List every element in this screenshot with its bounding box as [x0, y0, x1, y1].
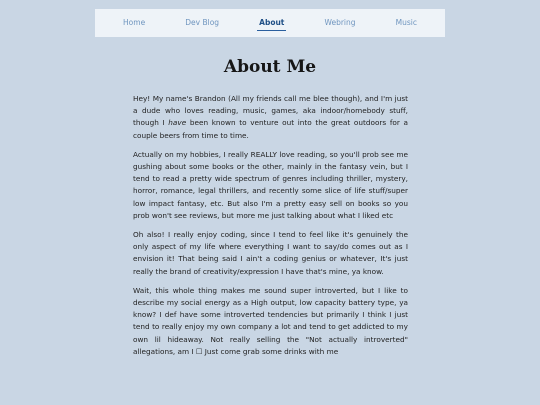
hobbies-paragraph: Actually on my hobbies, I really REALLY love reading, so you'll prob see me gushing about some books or the other, mainly in the fantasy vein, but I tend to read a pretty wide spectrum of genres including thriller, mystery, horror, romance, legal thrillers, and recently some slice of life stuff/super low impact fantasy, etc. But also I'm a pretty easy sell on books so you prob won't see reviews, but more me just talking about what I liked etc: [133, 149, 408, 220]
social-paragraph: Wait, this whole thing makes me sound super introverted, but I like to describe my social energy as a High output, low capacity battery type, ya know? I def have some introverted tendencies but primarily I think I just tend to really enjoy my own company a lot and tend to get addicted to my own lil hideaway. Not really selling the "Not actually introverted" allegations, am I ☐ Just come grab some drinks with me: [133, 285, 408, 356]
nav-link-music[interactable]: Music: [395, 18, 417, 27]
intro-emphasis: have: [168, 118, 187, 128]
nav-link-webring[interactable]: Webring: [324, 18, 356, 27]
top-nav: [95, 9, 445, 37]
intro-text-start: Hey! My name's Brandon (All my friends call me blee though), and I'm just a dude who loves reading, music, games, aka indoor/homebody stuff, though I: [133, 94, 408, 128]
nav-link-home[interactable]: Home: [123, 18, 146, 27]
page-title: About Me: [223, 57, 317, 77]
intro-text-end: been known to venture out into the great outdoors for a couple beers from time to time.: [133, 118, 408, 140]
coding-paragraph: Oh also! I really enjoy coding, since I tend to feel like it's genuinely the only aspect of my life where everything I want to say/do comes out as I envision it! That being said I ain't a coding genius or whatever, It's just really the brand of creativity/expression I have that's mine, ya know.: [133, 230, 408, 276]
nav-link-dev-blog[interactable]: Dev Blog: [185, 18, 220, 27]
nav-link-about[interactable]: About: [257, 16, 286, 31]
about-content: [133, 93, 408, 365]
intro-paragraph: [133, 93, 408, 142]
